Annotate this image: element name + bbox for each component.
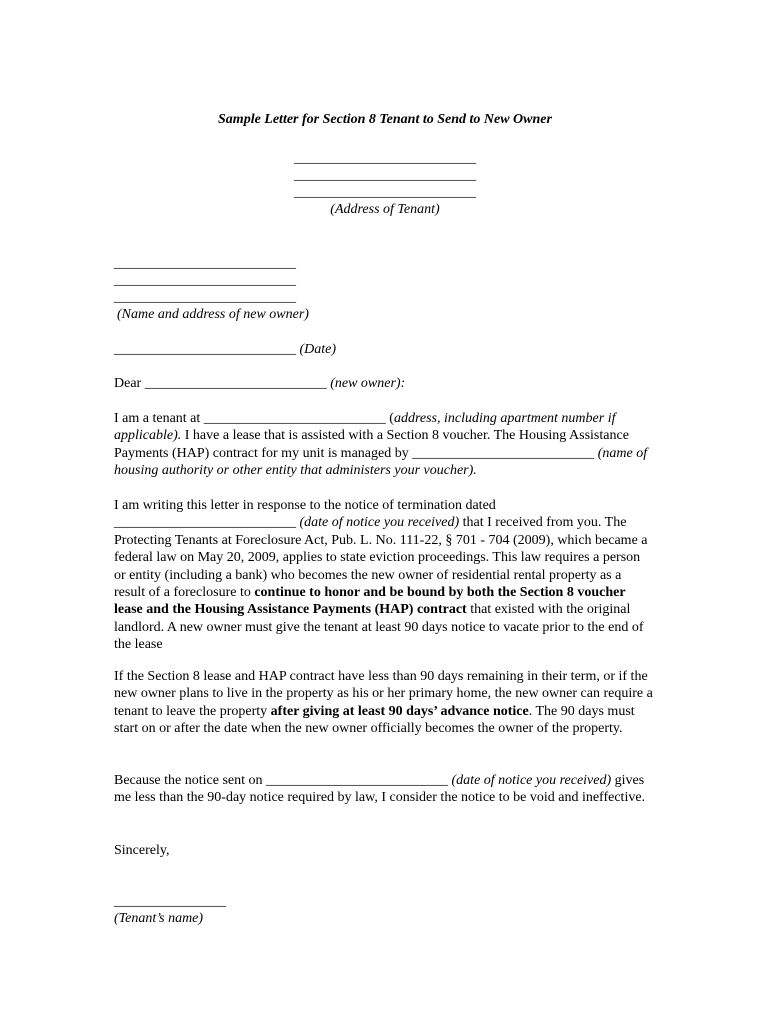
salutation-label: (new owner): [330, 376, 406, 391]
paragraph-1-text-b: I have a lease that is assisted with a Section 8 voucher. The Housing Assistance Payments (HAP) contract for my unit is managed by __________________________ [114, 428, 629, 461]
signature-label: (Tenant’s name) [114, 911, 204, 926]
salutation [114, 375, 405, 392]
paragraph-3 [114, 668, 654, 738]
date-line [114, 341, 336, 358]
tenant-address-line-1: __________________________ [294, 151, 476, 166]
paragraph-3-bold: after giving at least 90 days’ advance notice [270, 703, 529, 719]
tenant-address-line-3: __________________________ [294, 185, 476, 200]
signature-line: ________________ [114, 894, 226, 909]
paragraph-4 [114, 772, 654, 807]
paragraph-1-text-a: I am a tenant at __________________________ ( [114, 411, 394, 426]
new-owner-line-2: __________________________ [114, 273, 296, 288]
paragraph-4-text-b: gives me less than the 90-day notice required by law, I consider the notice to be void and ineffective. [114, 773, 646, 806]
paragraph-3-text-a: If the Section 8 lease and HAP contract have less than 90 days remaining in their term, or if the new owner plans to live in the property as his or her primary home, the new owner can require a tenant to leave the property [114, 669, 653, 719]
paragraph-2-text-c: that existed with the original landlord. A new owner must give the tenant at least 90 days notice to vacate prior to the end of the lease [114, 602, 644, 653]
closing: Sincerely, [114, 843, 170, 858]
paragraph-4-text-a: Because the notice sent on __________________________ [114, 773, 452, 788]
tenant-address-label: (Address of Tenant) [330, 202, 440, 217]
paragraph-3-text-b: . The 90 days must start on or after the date when the new owner officially becomes the owner of the property. [114, 703, 635, 737]
paragraph-2-text-b: that I received from you. The Protecting Tenants at Foreclosure Act, Pub. L. No. 111-22, § 701 - 704 (2009), which became a federal law on May 20, 2009, applies to state eviction proceedings. This law requires a person or entity (including a bank) who becomes the new owner of residential rental property as a result of a foreclosure to [114, 515, 648, 601]
paragraph-1-italic-a: address, including apartment number if applicable). [114, 411, 616, 444]
paragraph-1 [114, 410, 654, 480]
paragraph-1-italic-b: (name of housing authority or other entity that administers your voucher). [114, 445, 648, 479]
paragraph-4-italic: (date of notice you received) [451, 773, 612, 788]
date-label: (Date) [299, 342, 337, 357]
paragraph-2-bold: continue to honor and be bound by both the Section 8 voucher lease and the Housing Assistance Payments (HAP) contract [114, 585, 626, 618]
new-owner-line-3: __________________________ [114, 290, 296, 305]
paragraph-2-italic-a: (date of notice you received) [299, 515, 460, 531]
date-blank: __________________________ [114, 342, 296, 357]
tenant-address-line-2: __________________________ [294, 168, 476, 183]
new-owner-line-1: __________________________ [114, 256, 296, 271]
salutation-blank: __________________________ [144, 376, 327, 391]
new-owner-label: (Name and address of new owner) [117, 307, 309, 322]
paragraph-2 [114, 497, 650, 654]
letter-title: Sample Letter for Section 8 Tenant to Send to New Owner [218, 112, 552, 127]
salutation-dear: Dear [114, 376, 142, 391]
paragraph-2-text-a: I am writing this letter in response to the notice of termination dated __________________________ [114, 498, 496, 531]
